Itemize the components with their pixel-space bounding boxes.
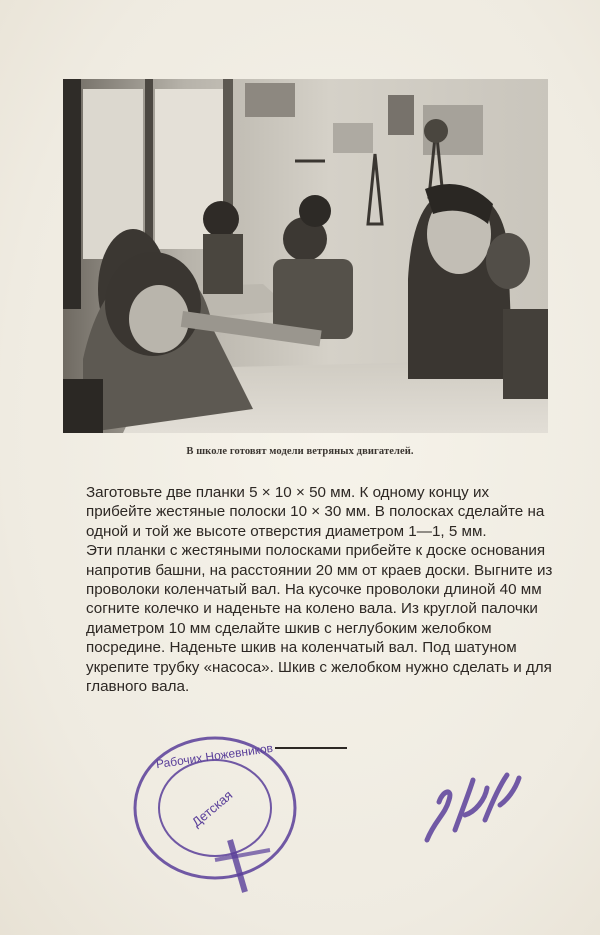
paragraph-2: Эти планки с жестяными полосками прибейте к доске основания напротив башни, на расстоянии 20 мм от краев доски. Выгните из проволоки коленчатый вал. На кусочке проволоки длиной 40 мм согните колечко и наденьте на колено вала. Из круглой палочки диаметром 10 мм сделайте шкив с неглубоким желобком посредине. Наденьте шкив на коленчатый вал. Под шатуном укрепите трубку «насоса». Шкив с желобком нужно сделать и для главного вала. [86, 542, 553, 696]
instructions-text [86, 483, 556, 696]
stamp-ring-text: Рабочих Ножевников [155, 740, 274, 772]
classroom-photo [63, 79, 548, 433]
photo-caption: В школе готовят модели ветряных двигателей. [186, 446, 414, 457]
signature-image [415, 760, 525, 850]
paragraph-1: Заготовьте две планки 5 × 10 × 50 мм. К одному концу их прибейте жестяные полоски 10 × 30 мм. В полосках сделайте на одной и той же высоте отверстия диаметром 1—1, 5 мм. [86, 484, 545, 540]
library-stamp [120, 720, 320, 900]
handwritten-signature [415, 760, 525, 850]
stamp-center-text: Детская [188, 787, 236, 830]
library-stamp-image [120, 720, 320, 900]
classroom-photo-image [63, 79, 548, 433]
